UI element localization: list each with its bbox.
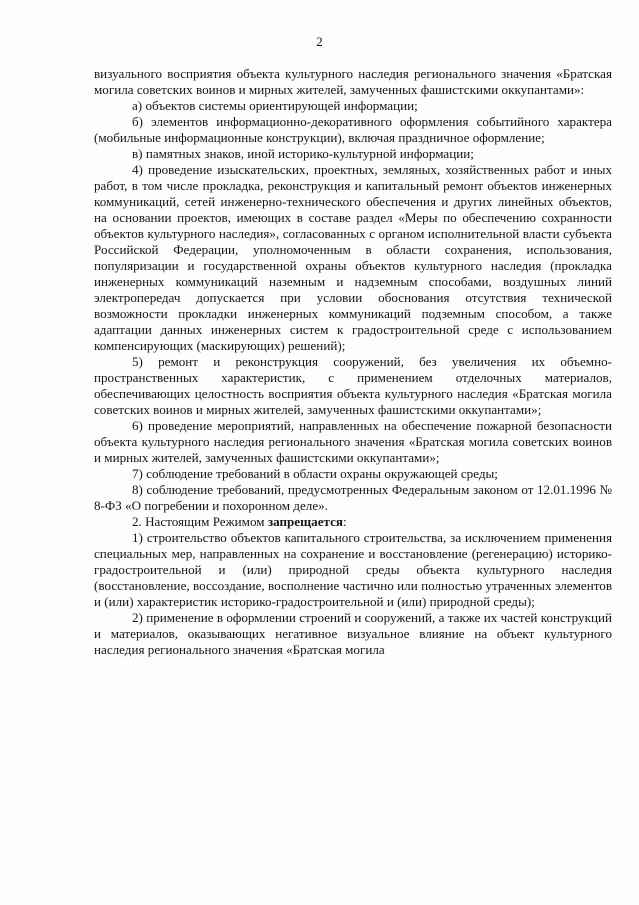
paragraph: в) памятных знаков, иной историко-культурной информации; — [132, 146, 474, 161]
prohibited-keyword: запрещается — [267, 514, 343, 529]
paragraph: 5) ремонт и реконструкция сооружений, без увеличения их объемно-пространственных характеристик, с применением отделочных материалов, обеспечивающих целостность восприятия объекта культурного наследия «Братская могила советских воинов и мирных жителей, замученных фашистскими оккупантами»; — [94, 354, 612, 417]
page-number: 2 — [316, 34, 323, 49]
paragraph: 6) проведение мероприятий, направленных на обеспечение пожарной безопасности объекта культурного наследия регионального значения «Братская могила советских воинов и мирных жителей, замученных фашистскими оккупантами»; — [94, 418, 612, 465]
paragraph: 1) строительство объектов капитального строительства, за исключением применения специальных мер, направленных на сохранение и восстановление (регенерацию) историко-градостроительной и (или) природной среды объекта культурного наследия (восстановление, воссоздание, восполнение частично или полностью утраченных элементов и (или) характеристик историко-градостроительной и (или) природной среды); — [94, 530, 612, 609]
paragraph: 2) применение в оформлении строений и сооружений, а также их частей конструкций и материалов, оказывающих негативное визуальное влияние на объект культурного наследия регионального значения «Братская могила — [94, 610, 612, 657]
paragraph: а) объектов системы ориентирующей информации; — [132, 98, 418, 113]
paragraphs-before — [94, 66, 612, 514]
paragraphs-after — [94, 530, 612, 658]
document-body — [94, 66, 612, 658]
prohibited-heading — [94, 514, 612, 530]
paragraph: 8) соблюдение требований, предусмотренных Федеральным законом от 12.01.1996 № 8-ФЗ «О погребении и похоронном деле». — [94, 482, 612, 513]
paragraph: б) элементов информационно-декоративного оформления событийного характера (мобильные информационные конструкции), включая праздничное оформление; — [94, 114, 612, 145]
paragraph: 4) проведение изыскательских, проектных, земляных, хозяйственных работ и иных работ, в том числе прокладка, реконструкция и капитальный ремонт объектов инженерных коммуникаций, сетей инженерно-технического обеспечения и других линейных объектов, на основании проектов, имеющих в составе раздел «Меры по обеспечению сохранности объектов культурного наследия», согласованных с органом исполнительной власти субъекта Российской Федерации, уполномоченным в области сохранения, использования, популяризации и государственной охраны объектов культурного наследия (прокладка инженерных коммуникаций наземным и надземным способами, воздушных линий электропередач допускается при условии обоснования отсутствия технической возможности прокладки инженерных коммуникаций подземным способом, а также адаптации данных инженерных систем к градостроительной среде с использованием компенсирующих (маскирующих) решений); — [94, 162, 612, 353]
paragraph: 7) соблюдение требований в области охраны окружающей среды; — [132, 466, 498, 481]
prohibited-intro: 2. Настоящим Режимом — [132, 514, 268, 529]
prohibited-colon: : — [343, 514, 347, 529]
paragraph: визуального восприятия объекта культурного наследия регионального значения «Братская могила советских воинов и мирных жителей, замученных фашистскими оккупантами»: — [94, 66, 612, 97]
